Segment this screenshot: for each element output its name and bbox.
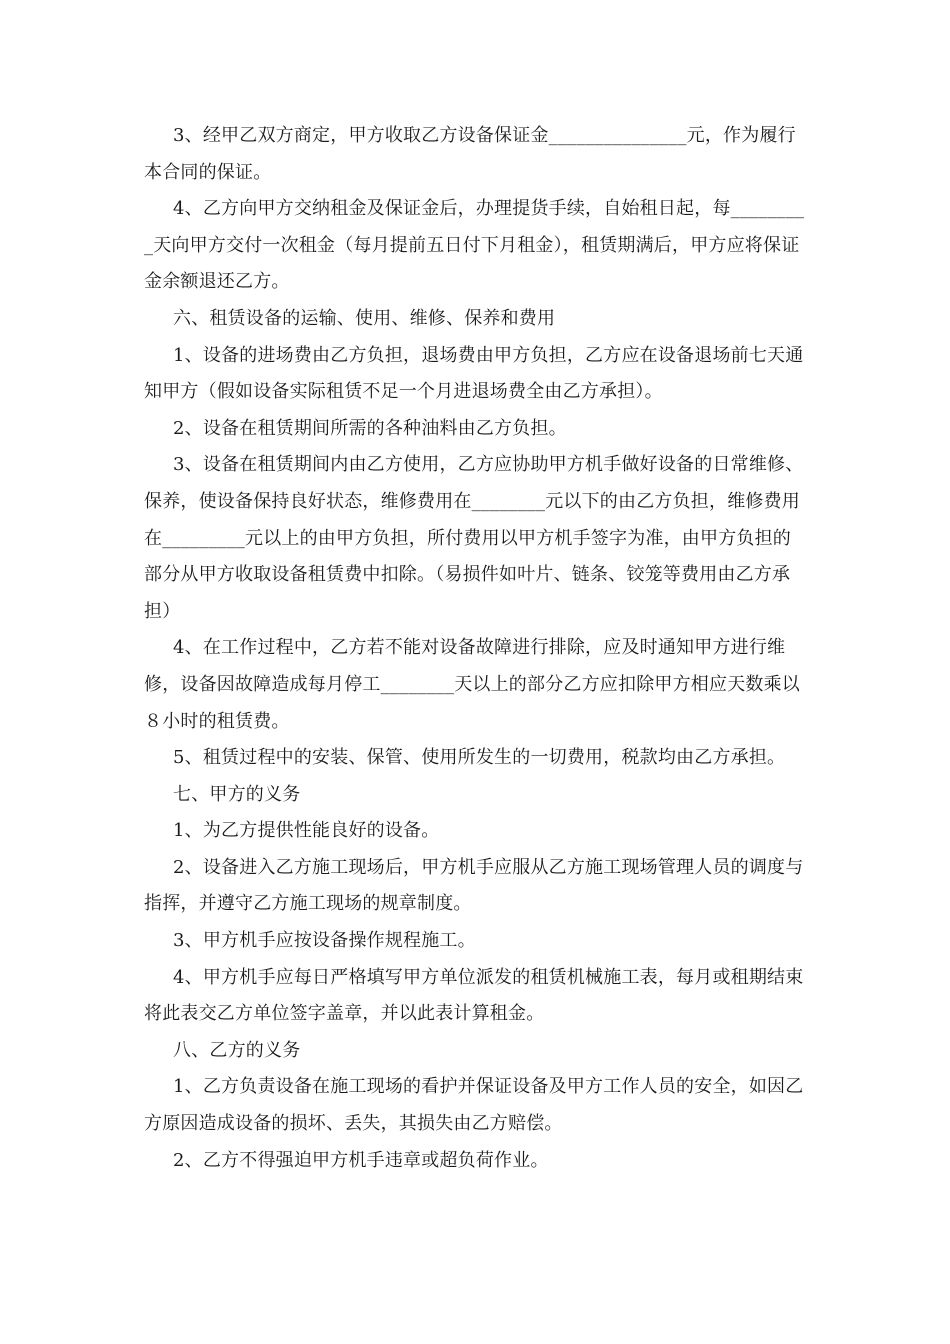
paragraph-deposit: 3、经甲乙双方商定，甲方收取乙方设备保证金_______________元，作为履行本合同的保证。 (144, 125, 796, 183)
paragraph-party-b-duty-2: 2、乙方不得强迫甲方机手违章或超负荷作业。 (173, 1149, 549, 1171)
paragraph-transport-fee: 1、设备的进场费由乙方负担，退场费由甲方负担，乙方应在设备退场前七天通知甲方（假如设备实际租赁不足一个月进退场费全由乙方承担）。 (144, 344, 804, 403)
paragraph-costs-taxes: 5、租赁过程中的安装、保管、使用所发生的一切费用，税款均由乙方承担。 (173, 747, 786, 769)
paragraph-party-a-duty-4: 4、甲方机手应每日严格填写甲方单位派发的租赁机械施工表，每月或租期结束将此表交乙方单位签字盖章，并以此表计算租金。 (144, 966, 804, 1025)
paragraph-party-b-duty-1: 1、乙方负责设备在施工现场的看护并保证设备及甲方工作人员的安全，如因乙方原因造成设备的损坏、丢失，其损失由乙方赔偿。 (144, 1076, 804, 1135)
paragraph-fuel: 2、设备在租赁期间所需的各种油料由乙方负担。 (173, 417, 567, 439)
paragraph-party-a-duty-1: 1、为乙方提供性能良好的设备。 (173, 820, 440, 842)
section-heading-8: 八、乙方的义务 (173, 1039, 301, 1061)
section-heading-6: 六、租赁设备的运输、使用、维修、保养和费用 (173, 307, 556, 329)
paragraph-party-a-duty-3: 3、甲方机手应按设备操作规程施工。 (173, 930, 476, 952)
document-page (144, 118, 809, 1179)
section-heading-7: 七、甲方的义务 (173, 783, 301, 805)
paragraph-party-a-duty-2: 2、设备进入乙方施工现场后，甲方机手应服从乙方施工现场管理人员的调度与指挥，并遵守乙方施工现场的规章制度。 (144, 856, 804, 915)
paragraph-rent-payment: 4、乙方向甲方交纳租金及保证金后，办理提货手续，自始租日起，每_________天向甲方交付一次租金（每月提前五日付下月租金），租赁期满后，甲方应将保证金余额退还乙方。 (144, 198, 805, 293)
paragraph-maintenance: 3、设备在租赁期间内由乙方使用，乙方应协助甲方机手做好设备的日常维修、保养，使设备保持良好状态，维修费用在________元以下的由乙方负担，维修费用在_________元以上的由甲方负担，所付费用以甲方机手签字为准，由甲方负担的部分从甲方收取设备租赁费中扣除。（易损件如叶片、链条、铰笼等费用由乙方承担） (144, 454, 804, 622)
paragraph-breakdown: 4、在工作过程中，乙方若不能对设备故障进行排除，应及时通知甲方进行维修，设备因故障造成每月停工________天以上的部分乙方应扣除甲方相应天数乘以８小时的租赁费。 (144, 637, 800, 732)
